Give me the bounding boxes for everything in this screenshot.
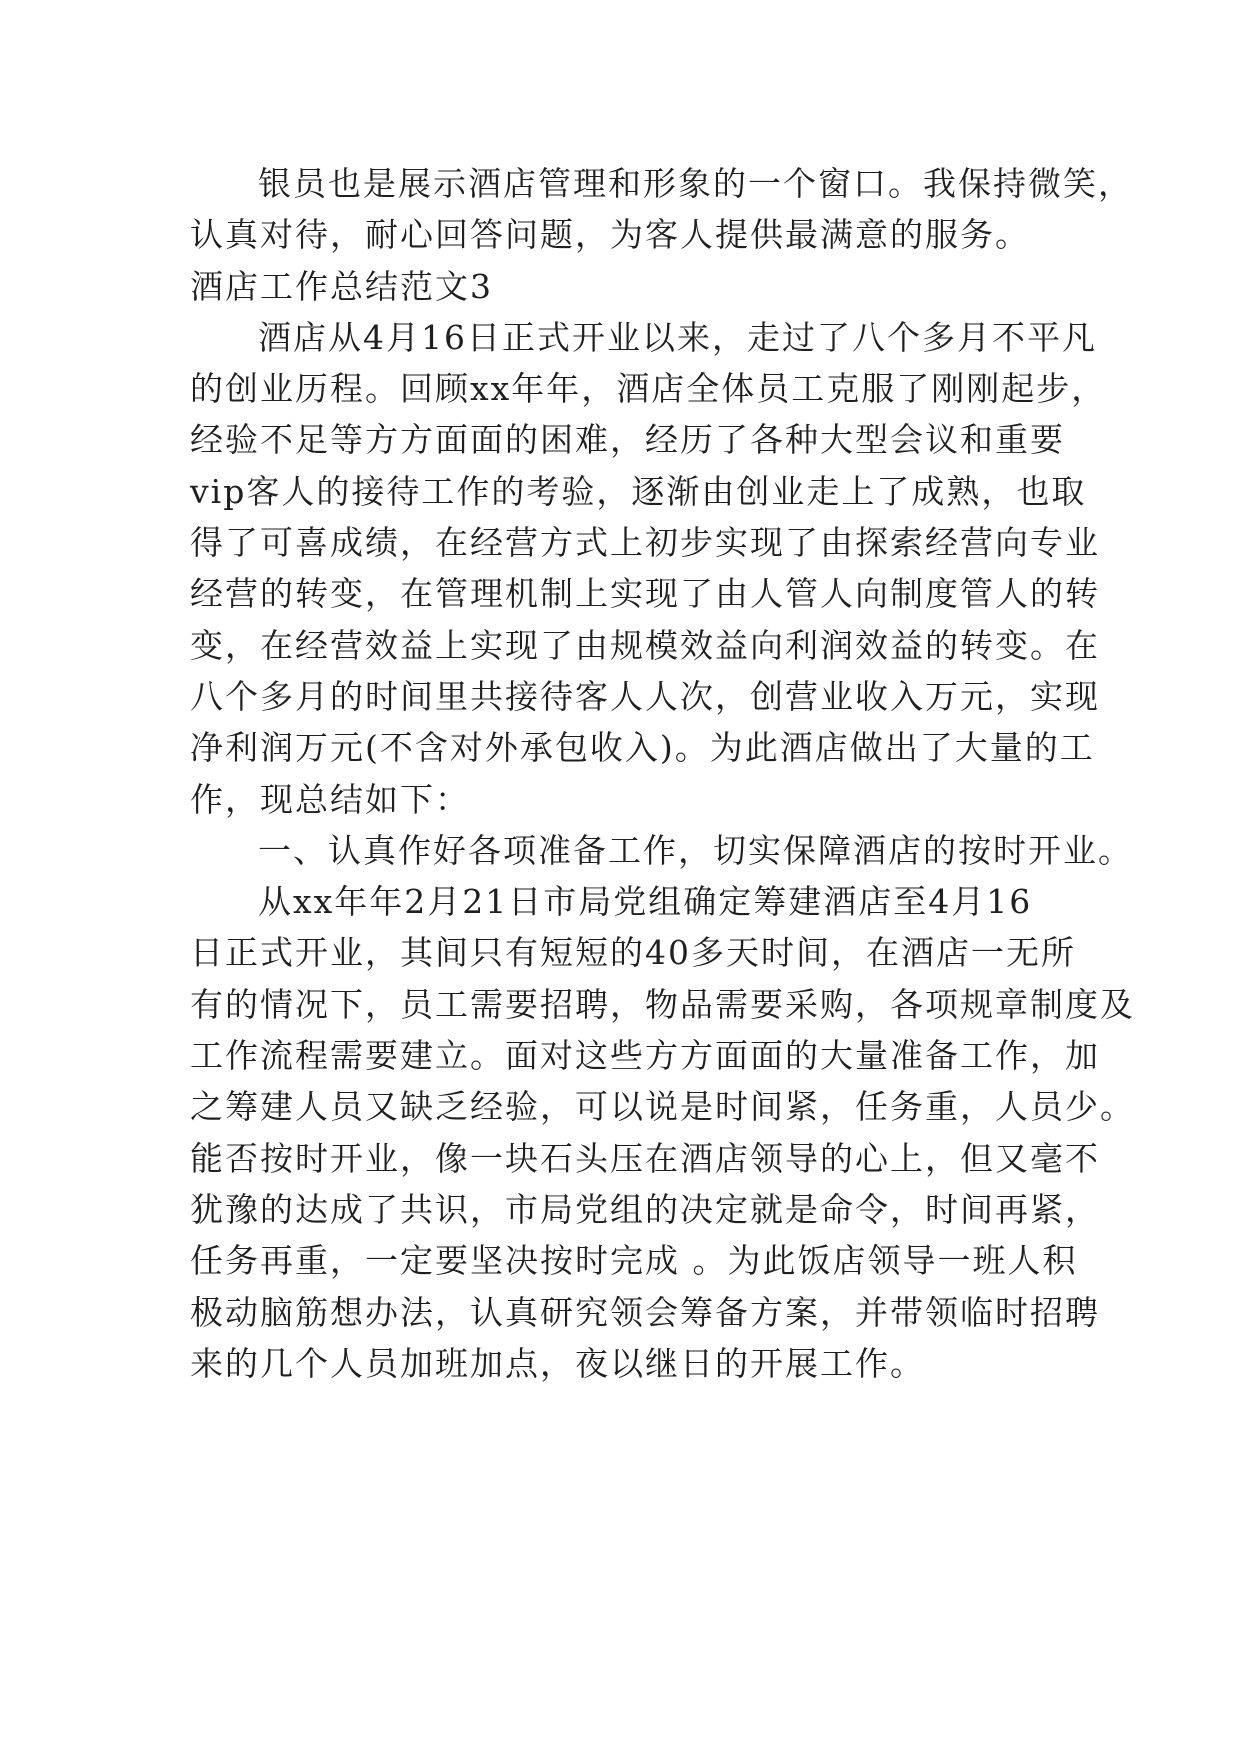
text-line: 作，现总结如下： — [190, 779, 470, 819]
text-line: 八个多月的时间里共接待客人人次，创营业收入万元，实现 — [190, 676, 1100, 716]
text-line: 工作流程需要建立。面对这些方方面面的大量准备工作，加 — [190, 1036, 1100, 1076]
text-line: 经营的转变，在管理机制上实现了由人管人向制度管人的转 — [190, 574, 1100, 614]
text-line: 的创业历程。回顾xx年年，酒店全体员工克服了刚刚起步， — [190, 369, 1107, 409]
text-line: 变，在经营效益上实现了由规模效益向利润效益的转变。在 — [190, 625, 1100, 665]
text-line: 之筹建人员又缺乏经验，可以说是时间紧，任务重，人员少。 — [190, 1087, 1135, 1127]
text-line: 净利润万元(不含对外承包收入)。为此酒店做出了大量的工 — [190, 728, 1095, 768]
text-line: 认真对待，耐心回答问题，为客人提供最满意的服务。 — [190, 215, 1030, 255]
text-line: 酒店从4月16日正式开业以来，走过了八个多月不平凡 — [258, 317, 1097, 357]
text-line: 日正式开业，其间只有短短的40多天时间，在酒店一无所 — [190, 933, 1076, 973]
text-line: 有的情况下，员工需要招聘，物品需要采购，各项规章制度及 — [190, 984, 1135, 1024]
text-line: vip客人的接待工作的考验，逐渐由创业走上了成熟，也取 — [190, 471, 1087, 511]
text-line: 一、认真作好各项准备工作，切实保障酒店的按时开业。 — [258, 830, 1133, 870]
text-line: 得了可喜成绩，在经营方式上初步实现了由探索经营向专业 — [190, 523, 1100, 563]
text-line: 犹豫的达成了共识，市局党组的决定就是命令，时间再紧， — [190, 1189, 1100, 1229]
section-heading: 酒店工作总结范文3 — [190, 266, 493, 306]
text-line: 极动脑筋想办法，认真研究领会筹备方案，并带领临时招聘 — [190, 1292, 1100, 1332]
text-line: 能否按时开业，像一块石头压在酒店领导的心上，但又毫不 — [190, 1138, 1100, 1178]
text-line: 经验不足等方方面面的困难，经历了各种大型会议和重要 — [190, 420, 1065, 460]
text-line: 来的几个人员加班加点，夜以继日的开展工作。 — [190, 1343, 925, 1383]
text-line: 银员也是展示酒店管理和形象的一个窗口。我保持微笑， — [258, 164, 1133, 203]
text-line: 从xx年年2月21日市局党组确定筹建酒店至4月16 — [258, 882, 1033, 922]
text-line: 任务再重，一定要坚决按时完成 。为此饭店领导一班人积 — [190, 1241, 1078, 1281]
document-body — [190, 158, 1135, 1389]
